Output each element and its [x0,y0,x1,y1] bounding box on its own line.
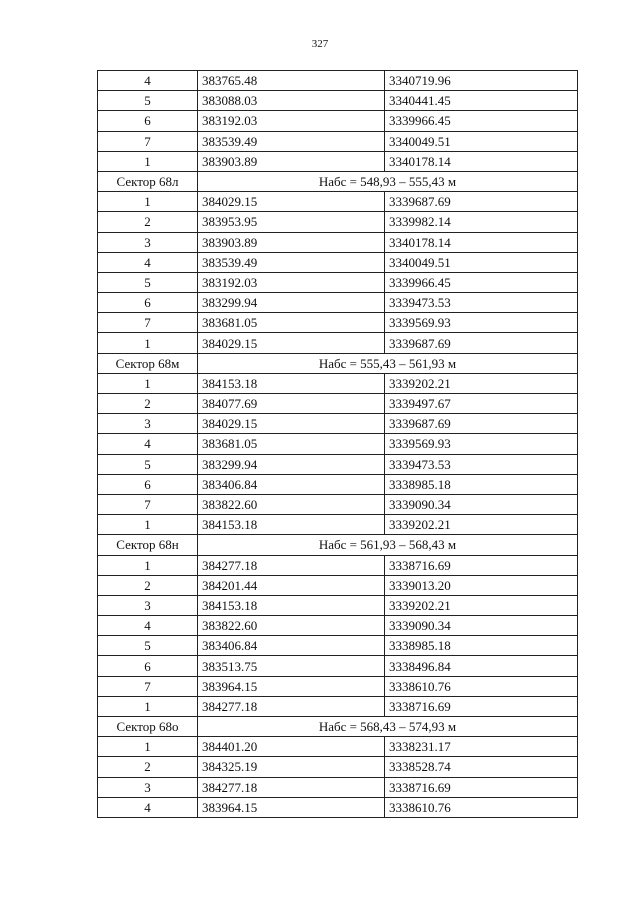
sector-name: Сектор 68л [98,171,198,191]
y-coordinate: 3339497.67 [385,394,578,414]
table-row [98,414,578,434]
y-coordinate: 3338528.74 [385,757,578,777]
sector-header-row [98,171,578,191]
table-row [98,252,578,272]
table-row [98,373,578,393]
y-coordinate: 3340441.45 [385,91,578,111]
sector-height-range: Набс = 568,43 – 574,93 м [198,717,578,737]
sector-name: Сектор 68м [98,353,198,373]
x-coordinate: 384201.44 [198,575,385,595]
y-coordinate: 3338716.69 [385,555,578,575]
table-row [98,474,578,494]
x-coordinate: 383681.05 [198,313,385,333]
point-number: 5 [98,454,198,474]
y-coordinate: 3339966.45 [385,111,578,131]
y-coordinate: 3339982.14 [385,212,578,232]
coordinates-table-body [98,71,578,818]
point-number: 4 [98,434,198,454]
x-coordinate: 384029.15 [198,192,385,212]
table-row [98,494,578,514]
x-coordinate: 383192.03 [198,272,385,292]
table-row [98,212,578,232]
table-row [98,394,578,414]
x-coordinate: 384325.19 [198,757,385,777]
x-coordinate: 383406.84 [198,474,385,494]
sector-height-range: Набс = 548,93 – 555,43 м [198,171,578,191]
table-row [98,797,578,817]
table-row [98,313,578,333]
y-coordinate: 3339687.69 [385,333,578,353]
y-coordinate: 3339090.34 [385,616,578,636]
table-row [98,111,578,131]
table-row [98,757,578,777]
point-number: 6 [98,474,198,494]
sector-header-row [98,717,578,737]
table-row [98,515,578,535]
y-coordinate: 3338231.17 [385,737,578,757]
table-row [98,333,578,353]
x-coordinate: 383513.75 [198,656,385,676]
point-number: 6 [98,656,198,676]
table-row [98,434,578,454]
point-number: 1 [98,192,198,212]
x-coordinate: 383192.03 [198,111,385,131]
sector-name: Сектор 68н [98,535,198,555]
x-coordinate: 384277.18 [198,696,385,716]
point-number: 3 [98,595,198,615]
table-row [98,232,578,252]
point-number: 4 [98,616,198,636]
table-row [98,293,578,313]
x-coordinate: 383539.49 [198,252,385,272]
x-coordinate: 383299.94 [198,454,385,474]
x-coordinate: 383822.60 [198,616,385,636]
point-number: 7 [98,494,198,514]
x-coordinate: 383406.84 [198,636,385,656]
table-row [98,777,578,797]
y-coordinate: 3339687.69 [385,192,578,212]
table-row [98,676,578,696]
x-coordinate: 383088.03 [198,91,385,111]
x-coordinate: 384277.18 [198,555,385,575]
y-coordinate: 3339966.45 [385,272,578,292]
point-number: 2 [98,212,198,232]
y-coordinate: 3339473.53 [385,293,578,313]
point-number: 1 [98,737,198,757]
y-coordinate: 3339013.20 [385,575,578,595]
x-coordinate: 383903.89 [198,151,385,171]
sector-header-row [98,353,578,373]
y-coordinate: 3338610.76 [385,797,578,817]
y-coordinate: 3338716.69 [385,777,578,797]
y-coordinate: 3339569.93 [385,313,578,333]
y-coordinate: 3338985.18 [385,474,578,494]
table-row [98,131,578,151]
sector-header-row [98,535,578,555]
y-coordinate: 3339473.53 [385,454,578,474]
sector-height-range: Набс = 555,43 – 561,93 м [198,353,578,373]
x-coordinate: 383964.15 [198,676,385,696]
point-number: 1 [98,151,198,171]
x-coordinate: 383681.05 [198,434,385,454]
point-number: 1 [98,333,198,353]
point-number: 3 [98,414,198,434]
y-coordinate: 3340719.96 [385,71,578,91]
table-row [98,575,578,595]
point-number: 1 [98,555,198,575]
table-row [98,555,578,575]
point-number: 7 [98,676,198,696]
table-row [98,192,578,212]
y-coordinate: 3339687.69 [385,414,578,434]
x-coordinate: 383539.49 [198,131,385,151]
point-number: 4 [98,252,198,272]
point-number: 6 [98,111,198,131]
x-coordinate: 384401.20 [198,737,385,757]
point-number: 1 [98,515,198,535]
table-row [98,454,578,474]
point-number: 2 [98,394,198,414]
table-row [98,616,578,636]
y-coordinate: 3338496.84 [385,656,578,676]
x-coordinate: 384153.18 [198,595,385,615]
point-number: 5 [98,272,198,292]
table-row [98,636,578,656]
point-number: 4 [98,797,198,817]
table-row [98,272,578,292]
x-coordinate: 384029.15 [198,333,385,353]
x-coordinate: 383299.94 [198,293,385,313]
point-number: 5 [98,91,198,111]
point-number: 5 [98,636,198,656]
table-row [98,737,578,757]
point-number: 1 [98,696,198,716]
y-coordinate: 3340178.14 [385,151,578,171]
y-coordinate: 3338985.18 [385,636,578,656]
table-row [98,656,578,676]
point-number: 3 [98,777,198,797]
table-row [98,696,578,716]
table-row [98,595,578,615]
table-row [98,151,578,171]
y-coordinate: 3340178.14 [385,232,578,252]
point-number: 1 [98,373,198,393]
y-coordinate: 3340049.51 [385,252,578,272]
point-number: 2 [98,575,198,595]
y-coordinate: 3338716.69 [385,696,578,716]
y-coordinate: 3339090.34 [385,494,578,514]
point-number: 7 [98,313,198,333]
x-coordinate: 383953.95 [198,212,385,232]
x-coordinate: 383822.60 [198,494,385,514]
y-coordinate: 3339569.93 [385,434,578,454]
point-number: 2 [98,757,198,777]
y-coordinate: 3339202.21 [385,515,578,535]
x-coordinate: 384077.69 [198,394,385,414]
x-coordinate: 383964.15 [198,797,385,817]
y-coordinate: 3340049.51 [385,131,578,151]
table-row [98,91,578,111]
point-number: 4 [98,71,198,91]
table-row [98,71,578,91]
x-coordinate: 384277.18 [198,777,385,797]
x-coordinate: 383765.48 [198,71,385,91]
x-coordinate: 384153.18 [198,373,385,393]
sector-height-range: Набс = 561,93 – 568,43 м [198,535,578,555]
point-number: 7 [98,131,198,151]
point-number: 6 [98,293,198,313]
x-coordinate: 383903.89 [198,232,385,252]
x-coordinate: 384029.15 [198,414,385,434]
y-coordinate: 3339202.21 [385,595,578,615]
sector-name: Сектор 68о [98,717,198,737]
coordinates-table [97,70,578,818]
y-coordinate: 3338610.76 [385,676,578,696]
y-coordinate: 3339202.21 [385,373,578,393]
point-number: 3 [98,232,198,252]
page-number: 327 [311,38,329,50]
x-coordinate: 384153.18 [198,515,385,535]
